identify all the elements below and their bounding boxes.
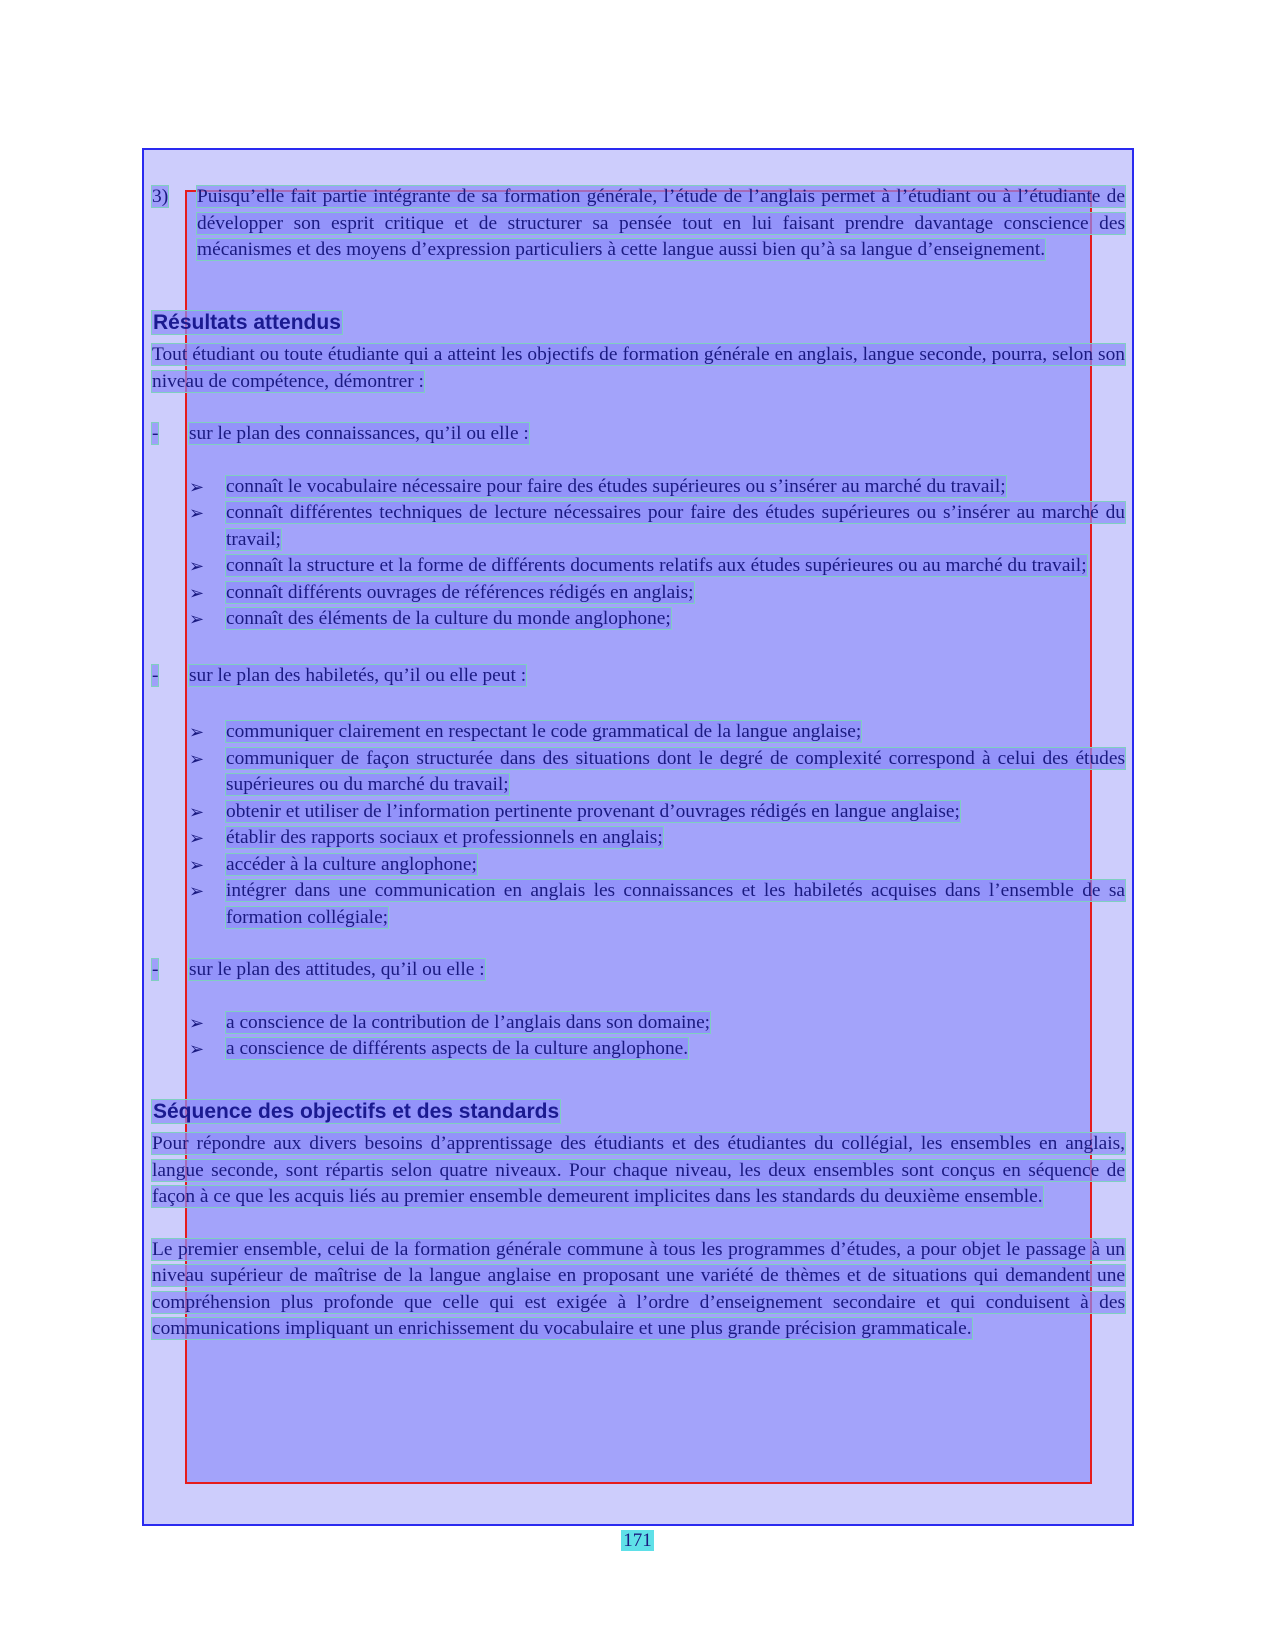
- list-item: ➢ accéder à la culture anglophone;: [189, 852, 1125, 879]
- list-item: ➢ a conscience de la contribution de l’anglais dans son domaine;: [189, 1010, 1125, 1037]
- arrow-bullet-icon: ➢: [189, 881, 205, 901]
- bullet-list-habiletes: [152, 719, 1125, 931]
- list-item: ➢ connaît le vocabulaire nécessaire pour faire des études supérieures ou s’insérer au marché du travail;: [189, 474, 1125, 501]
- arrow-bullet-icon: ➢: [189, 503, 205, 523]
- resultats-intro: Tout étudiant ou toute étudiante qui a atteint les objectifs de formation générale en anglais, langue seconde, pourra, selon son niveau de compétence, démontrer :: [152, 344, 1125, 392]
- arrow-bullet-icon: ➢: [189, 582, 205, 603]
- list-item: ➢ communiquer de façon structurée dans des situations dont le degré de complexité correspond à celui des études supérieures ou du marché du travail;: [189, 746, 1125, 799]
- list-item: ➢ intégrer dans une communication en anglais les connaissances et les habiletés acquises dans l’ensemble de sa formation collégiale;: [189, 878, 1125, 931]
- sequence-paragraph-1: Pour répondre aux divers besoins d’apprentissage des étudiants et des étudiantes du collégial, les ensembles en anglais, langue seconde, sont répartis selon quatre niveaux. Pour chaque niveau, les deux ensembles sont conçus en séquence de façon à ce que les acquis liés au premier ensemble demeurent implicites dans les standards du deuxième ensemble.: [152, 1133, 1125, 1207]
- list-item: ➢ établir des rapports sociaux et professionnels en anglais;: [189, 825, 1125, 852]
- list-item: ➢ connaît différents ouvrages de références rédigés en anglais;: [189, 580, 1125, 607]
- arrow-bullet-icon: ➢: [189, 1039, 205, 1059]
- list-item: ➢ connaît différentes techniques de lecture nécessaires pour faire des études supérieures ou s’insérer au marché du travail;: [189, 500, 1125, 553]
- arrow-bullet-icon: ➢: [189, 476, 205, 497]
- arrow-bullet-icon: ➢: [189, 854, 205, 875]
- dash-marker: -: [152, 959, 159, 980]
- document-body: [152, 184, 1125, 1343]
- lead-habiletes: [152, 663, 1125, 690]
- list-item: ➢ a conscience de différents aspects de la culture anglophone.: [189, 1036, 1125, 1063]
- arrow-bullet-icon: ➢: [189, 609, 205, 629]
- lead-text: sur le plan des habiletés, qu’il ou elle peut :: [189, 664, 527, 686]
- sequence-paragraph-2: Le premier ensemble, celui de la formation générale commune à tous les programmes d’études, a pour objet le passage à un niveau supérieur de maîtrise de la langue anglaise en proposant une variété de thèmes et de situations qui demandent une compréhension plus profonde que celle qui est exigée à l’ordre d’enseignement secondaire et qui conduisent à des communications impliquant un enrichissement du vocabulaire et une plus grande précision grammaticale.: [152, 1238, 1125, 1339]
- lead-attitudes: [152, 957, 1125, 984]
- lead-text: sur le plan des attitudes, qu’il ou elle :: [189, 959, 485, 980]
- arrow-bullet-icon: ➢: [189, 828, 205, 848]
- section-heading-resultats: Résultats attendus: [153, 310, 341, 334]
- dash-marker: -: [152, 664, 159, 686]
- page-number: 171: [623, 1530, 652, 1551]
- arrow-bullet-icon: ➢: [189, 556, 205, 576]
- item-number: 3): [152, 186, 169, 207]
- list-item: ➢ connaît la structure et la forme de différents documents relatifs aux études supérieures ou au marché du travail;: [189, 553, 1125, 580]
- item-text: Puisqu’elle fait partie intégrante de sa formation générale, l’étude de l’anglais permet à l’étudiant ou à l’étudiante de développer son esprit critique et de structurer sa pensée tout en lui faisant prendre davantage conscience des mécanismes et des moyens d’expression particuliers à cette langue aussi bien qu’à sa langue d’enseignement.: [197, 186, 1125, 260]
- list-item: ➢ connaît des éléments de la culture du monde anglophone;: [189, 606, 1125, 633]
- lead-text: sur le plan des connaissances, qu’il ou elle :: [189, 423, 529, 444]
- dash-marker: -: [152, 423, 159, 444]
- numbered-paragraph-3: [152, 184, 1125, 264]
- arrow-bullet-icon: ➢: [189, 1012, 205, 1033]
- section-heading-sequence: Séquence des objectifs et des standards: [153, 1099, 560, 1123]
- arrow-bullet-icon: ➢: [189, 722, 205, 742]
- bullet-list-connaissances: [152, 474, 1125, 633]
- bullet-list-attitudes: [152, 1010, 1125, 1063]
- lead-connaissances: [152, 421, 1125, 448]
- arrow-bullet-icon: ➢: [189, 748, 205, 769]
- list-item: ➢ obtenir et utiliser de l’information pertinente provenant d’ouvrages rédigés en langue anglaise;: [189, 799, 1125, 826]
- list-item: ➢ communiquer clairement en respectant le code grammatical de la langue anglaise;: [189, 719, 1125, 746]
- arrow-bullet-icon: ➢: [189, 801, 205, 822]
